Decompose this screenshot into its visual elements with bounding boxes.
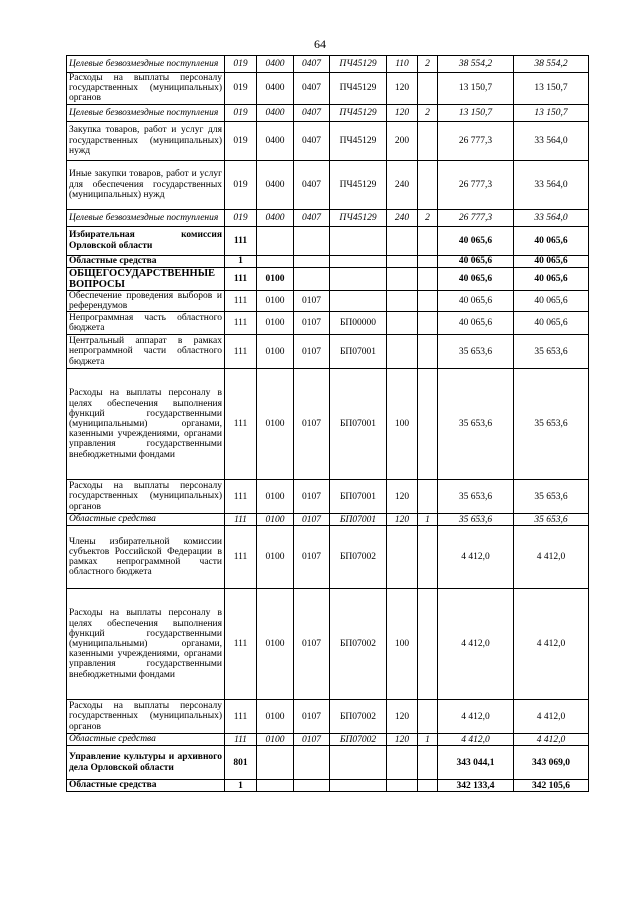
table-row [67,160,589,209]
expense-type-cell [387,335,418,369]
amount-year-1-cell: 342 133,4 [438,780,514,792]
expense-type-cell: 120 [387,514,418,526]
table-row [67,369,589,480]
target-article-cell [330,290,387,311]
subsection-code-cell: 0407 [294,73,330,105]
admin-code-cell: 019 [225,209,257,226]
target-article-cell [330,226,387,255]
amount-year-2-cell: 4 412,0 [514,734,589,746]
admin-code-cell: 111 [225,312,257,335]
expense-type-cell: 120 [387,480,418,514]
table-row [67,526,589,589]
table-row [67,480,589,514]
table-row [67,780,589,792]
table-row [67,514,589,526]
amount-year-1-cell: 35 653,6 [438,335,514,369]
expense-type-cell [387,780,418,792]
amount-year-2-cell: 342 105,6 [514,780,589,792]
admin-code-cell: 111 [225,335,257,369]
subsection-code-cell: 0107 [294,526,330,589]
amount-year-2-cell: 33 564,0 [514,160,589,209]
amount-year-1-cell: 343 044,1 [438,746,514,780]
admin-code-cell: 111 [225,526,257,589]
source-code-cell [418,746,438,780]
amount-year-1-cell: 26 777,3 [438,209,514,226]
table-row [67,255,589,267]
admin-code-cell: 019 [225,104,257,121]
source-code-cell [418,589,438,700]
admin-code-cell: 111 [225,369,257,480]
source-code-cell [418,526,438,589]
admin-code-cell: 111 [225,290,257,311]
admin-code-cell: 019 [225,73,257,105]
row-name-cell: Избирательная комиссия Орловской области [67,226,225,255]
subsection-code-cell: 0407 [294,160,330,209]
expense-type-cell [387,526,418,589]
section-code-cell [257,746,294,780]
subsection-code-cell: 0107 [294,312,330,335]
amount-year-1-cell: 13 150,7 [438,73,514,105]
expense-type-cell: 120 [387,734,418,746]
subsection-code-cell [294,267,330,290]
row-name-cell: Областные средства [67,255,225,267]
row-name-cell: Областные средства [67,514,225,526]
table-row [67,589,589,700]
expense-type-cell: 240 [387,209,418,226]
amount-year-2-cell: 35 653,6 [514,369,589,480]
page-number: 64 [314,37,326,51]
section-code-cell [257,255,294,267]
amount-year-1-cell: 38 554,2 [438,56,514,73]
amount-year-1-cell: 40 065,6 [438,255,514,267]
target-article-cell: ПЧ45129 [330,104,387,121]
row-name-cell: ОБЩЕГОСУДАРСТВЕННЫЕ ВОПРОСЫ [67,267,225,290]
target-article-cell: БП07002 [330,734,387,746]
admin-code-cell: 111 [225,480,257,514]
expense-type-cell: 240 [387,160,418,209]
source-code-cell: 2 [418,104,438,121]
section-code-cell: 0100 [257,589,294,700]
table-row [67,226,589,255]
amount-year-1-cell: 35 653,6 [438,480,514,514]
source-code-cell [418,160,438,209]
source-code-cell [418,335,438,369]
expense-type-cell [387,267,418,290]
table-row [67,104,589,121]
amount-year-1-cell: 4 412,0 [438,734,514,746]
section-code-cell: 0100 [257,700,294,734]
expense-type-cell: 120 [387,73,418,105]
row-name-cell: Расходы на выплаты персоналу государственных (муниципальных) органов [67,700,225,734]
table-row [67,56,589,73]
target-article-cell [330,267,387,290]
row-name-cell: Областные средства [67,780,225,792]
target-article-cell: БП07001 [330,480,387,514]
subsection-code-cell: 0407 [294,121,330,160]
source-code-cell: 1 [418,514,438,526]
row-name-cell: Непрограммная часть областного бюджета [67,312,225,335]
target-article-cell: БП07001 [330,369,387,480]
section-code-cell: 0400 [257,121,294,160]
admin-code-cell: 111 [225,514,257,526]
source-code-cell: 2 [418,56,438,73]
amount-year-1-cell: 26 777,3 [438,160,514,209]
source-code-cell: 1 [418,734,438,746]
expense-type-cell [387,290,418,311]
target-article-cell: ПЧ45129 [330,121,387,160]
target-article-cell: БП00000 [330,312,387,335]
admin-code-cell: 019 [225,160,257,209]
expense-type-cell: 100 [387,369,418,480]
row-name-cell: Расходы на выплаты персоналу в целях обеспечения выполнения функций государственными (муниципальными) органами, казенными учреждениями, органами управления государственными внебюджетными фондами [67,589,225,700]
subsection-code-cell: 0107 [294,335,330,369]
amount-year-2-cell: 4 412,0 [514,589,589,700]
expense-type-cell: 200 [387,121,418,160]
table-row [67,290,589,311]
row-name-cell: Целевые безвозмездные поступления [67,104,225,121]
table-row [67,267,589,290]
admin-code-cell: 111 [225,589,257,700]
table-row [67,746,589,780]
amount-year-2-cell: 40 065,6 [514,312,589,335]
table-row [67,121,589,160]
target-article-cell: БП07001 [330,335,387,369]
subsection-code-cell: 0107 [294,514,330,526]
table-row [67,700,589,734]
section-code-cell: 0100 [257,480,294,514]
amount-year-2-cell: 13 150,7 [514,104,589,121]
subsection-code-cell: 0407 [294,56,330,73]
row-name-cell: Областные средства [67,734,225,746]
amount-year-2-cell: 35 653,6 [514,514,589,526]
section-code-cell: 0100 [257,526,294,589]
expense-type-cell: 120 [387,700,418,734]
expense-type-cell [387,226,418,255]
section-code-cell [257,226,294,255]
section-code-cell: 0100 [257,290,294,311]
row-name-cell: Обеспечение проведения выборов и референдумов [67,290,225,311]
section-code-cell: 0400 [257,56,294,73]
admin-code-cell: 019 [225,121,257,160]
amount-year-2-cell: 40 065,6 [514,290,589,311]
section-code-cell [257,780,294,792]
admin-code-cell: 1 [225,780,257,792]
amount-year-2-cell: 4 412,0 [514,526,589,589]
amount-year-2-cell: 13 150,7 [514,73,589,105]
target-article-cell [330,746,387,780]
subsection-code-cell: 0107 [294,734,330,746]
row-name-cell: Иные закупки товаров, работ и услуг для обеспечения государственных (муниципальных) нужд [67,160,225,209]
target-article-cell: БП07002 [330,700,387,734]
section-code-cell: 0400 [257,73,294,105]
amount-year-1-cell: 13 150,7 [438,104,514,121]
target-article-cell [330,780,387,792]
expense-type-cell [387,255,418,267]
row-name-cell: Расходы на выплаты персоналу государственных (муниципальных) органов [67,73,225,105]
section-code-cell: 0100 [257,312,294,335]
subsection-code-cell [294,255,330,267]
section-code-cell: 0100 [257,514,294,526]
subsection-code-cell [294,746,330,780]
amount-year-2-cell: 4 412,0 [514,700,589,734]
table-row [67,734,589,746]
section-code-cell: 0400 [257,209,294,226]
target-article-cell: ПЧ45129 [330,73,387,105]
section-code-cell: 0400 [257,104,294,121]
amount-year-2-cell: 40 065,6 [514,226,589,255]
subsection-code-cell: 0107 [294,290,330,311]
target-article-cell: ПЧ45129 [330,160,387,209]
subsection-code-cell [294,226,330,255]
subsection-code-cell: 0107 [294,480,330,514]
source-code-cell: 2 [418,209,438,226]
source-code-cell [418,312,438,335]
source-code-cell [418,267,438,290]
subsection-code-cell: 0107 [294,369,330,480]
admin-code-cell: 019 [225,56,257,73]
amount-year-2-cell: 40 065,6 [514,255,589,267]
target-article-cell: БП07001 [330,514,387,526]
subsection-code-cell: 0407 [294,209,330,226]
admin-code-cell: 801 [225,746,257,780]
row-name-cell: Члены избирательной комиссии субъектов Российской Федерации в рамках непрограммной части областного бюджета [67,526,225,589]
source-code-cell [418,290,438,311]
source-code-cell [418,369,438,480]
amount-year-2-cell: 35 653,6 [514,480,589,514]
source-code-cell [418,480,438,514]
section-code-cell: 0100 [257,734,294,746]
amount-year-1-cell: 35 653,6 [438,514,514,526]
row-name-cell: Расходы на выплаты персоналу государственных (муниципальных) органов [67,480,225,514]
row-name-cell: Управление культуры и архивного дела Орловской области [67,746,225,780]
table-row [67,209,589,226]
admin-code-cell: 111 [225,734,257,746]
amount-year-1-cell: 40 065,6 [438,226,514,255]
source-code-cell [418,700,438,734]
amount-year-1-cell: 40 065,6 [438,290,514,311]
table-row [67,312,589,335]
admin-code-cell: 111 [225,700,257,734]
subsection-code-cell: 0107 [294,700,330,734]
amount-year-1-cell: 4 412,0 [438,526,514,589]
amount-year-2-cell: 38 554,2 [514,56,589,73]
row-name-cell: Целевые безвозмездные поступления [67,56,225,73]
row-name-cell: Закупка товаров, работ и услуг для государственных (муниципальных) нужд [67,121,225,160]
target-article-cell: БП07002 [330,526,387,589]
table-row [67,335,589,369]
amount-year-2-cell: 343 069,0 [514,746,589,780]
amount-year-1-cell: 40 065,6 [438,312,514,335]
table-body [67,56,589,792]
row-name-cell: Целевые безвозмездные поступления [67,209,225,226]
amount-year-2-cell: 35 653,6 [514,335,589,369]
amount-year-1-cell: 40 065,6 [438,267,514,290]
subsection-code-cell: 0407 [294,104,330,121]
amount-year-1-cell: 26 777,3 [438,121,514,160]
target-article-cell [330,255,387,267]
target-article-cell: БП07002 [330,589,387,700]
source-code-cell [418,780,438,792]
table-row [67,73,589,105]
subsection-code-cell: 0107 [294,589,330,700]
amount-year-1-cell: 4 412,0 [438,700,514,734]
expense-type-cell: 100 [387,589,418,700]
budget-table [66,55,589,792]
admin-code-cell: 111 [225,267,257,290]
section-code-cell: 0100 [257,267,294,290]
admin-code-cell: 1 [225,255,257,267]
expense-type-cell: 110 [387,56,418,73]
target-article-cell: ПЧ45129 [330,209,387,226]
expense-type-cell [387,746,418,780]
row-name-cell: Расходы на выплаты персоналу в целях обеспечения выполнения функций государственными (муниципальными) органами, казенными учреждениями, органами управления государственными внебюджетными фондами [67,369,225,480]
source-code-cell [418,73,438,105]
amount-year-1-cell: 4 412,0 [438,589,514,700]
section-code-cell: 0100 [257,335,294,369]
amount-year-1-cell: 35 653,6 [438,369,514,480]
source-code-cell [418,226,438,255]
amount-year-2-cell: 33 564,0 [514,209,589,226]
expense-type-cell [387,312,418,335]
source-code-cell [418,255,438,267]
amount-year-2-cell: 33 564,0 [514,121,589,160]
section-code-cell: 0400 [257,160,294,209]
amount-year-2-cell: 40 065,6 [514,267,589,290]
section-code-cell: 0100 [257,369,294,480]
admin-code-cell: 111 [225,226,257,255]
subsection-code-cell [294,780,330,792]
row-name-cell: Центральный аппарат в рамках непрограммной части областного бюджета [67,335,225,369]
expense-type-cell: 120 [387,104,418,121]
target-article-cell: ПЧ45129 [330,56,387,73]
source-code-cell [418,121,438,160]
